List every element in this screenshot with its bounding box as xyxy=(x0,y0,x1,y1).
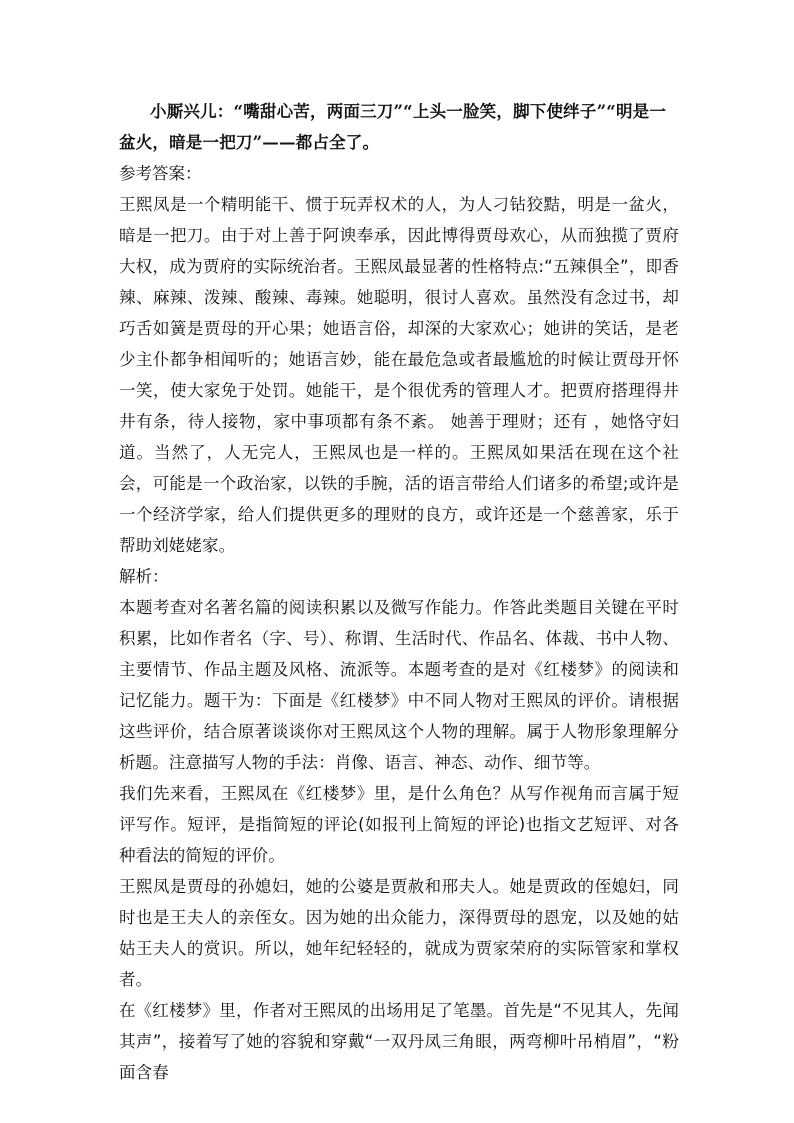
analysis-paragraph-3: 王熙凤是贾母的孙媳妇，她的公婆是贾赦和邢夫人。她是贾政的侄媳妇，同时也是王夫人的亲侄女。因为她的出众能力，深得贾母的恩宠，以及她的姑姑王夫人的赏识。所以，她年纪轻轻的，就成为贾家荣府的实际管家和掌权者。 xyxy=(119,877,679,989)
answer-label: 参考答案： xyxy=(119,164,202,183)
quote-paragraph: 小厮兴儿：“嘴甜心苦，两面三刀”“上头一脸笑，脚下使绊子”“明是一盆火，暗是一把刀”——都占全了。 xyxy=(119,102,667,152)
analysis-paragraph-2: 我们先来看，王熙凤在《红楼梦》里，是什么角色？从写作视角而言属于短评写作。短评，是指简短的评论(如报刊上简短的评论)也指文艺短评、对各种看法的简短的评价。 xyxy=(119,784,679,865)
document-body xyxy=(119,96,679,1088)
analysis-paragraph-4: 在《红楼梦》里，作者对王熙凤的出场用足了笔墨。首先是“不见其人，先闻其声”，接着写了她的容貌和穿戴“一双丹凤三角眼，两弯柳叶吊梢眉”，“粉面含春 xyxy=(119,1001,679,1082)
analysis-paragraph-1: 本题考查对名著名篇的阅读积累以及微写作能力。作答此类题目关键在平时积累，比如作者名（字、号）、称谓、生活时代、作品名、体裁、书中人物、主要情节、作品主题及风格、流派等。本题考查的是对《红楼梦》的阅读和记忆能力。题干为：下面是《红楼梦》中不同人物对王熙凤的评价。请根据这些评价，结合原著谈谈你对王熙凤这个人物的理解。属于人物形象理解分析题。注意描写人物的手法：肖像、语言、神态、动作、细节等。 xyxy=(119,598,679,772)
analysis-label: 解析： xyxy=(119,567,169,586)
answer-paragraph: 王熙凤是一个精明能干、惯于玩弄权术的人，为人刁钻狡黠，明是一盆火，暗是一把刀。由于对上善于阿谀奉承，因此博得贾母欢心，从而独揽了贾府大权，成为贾府的实际统治者。王熙凤最显著的性格特点:“五辣俱全”，即香辣、麻辣、泼辣、酸辣、毒辣。她聪明，很讨人喜欢。虽然没有念过书，却巧舌如簧是贾母的开心果；她语言俗，却深的大家欢心；她讲的笑话，是老少主仆都争相闻听的；她语言妙，能在最危急或者最尴尬的时候让贾母开怀一笑，使大家免于处罚。她能干，是个很优秀的管理人才。把贾府搭理得井井有条，待人接物，家中事项都有条不紊。 她善于理财；还有 ，她恪守妇道。当然了，人无完人，王熙凤也是一样的。王熙凤如果活在现在这个社会，可能是一个政治家，以铁的手腕，活的语言带给人们诸多的希望;或许是一个经济学家，给人们提供更多的理财的良方，或许还是一个慈善家，乐于帮助刘姥姥家。 xyxy=(119,195,679,555)
